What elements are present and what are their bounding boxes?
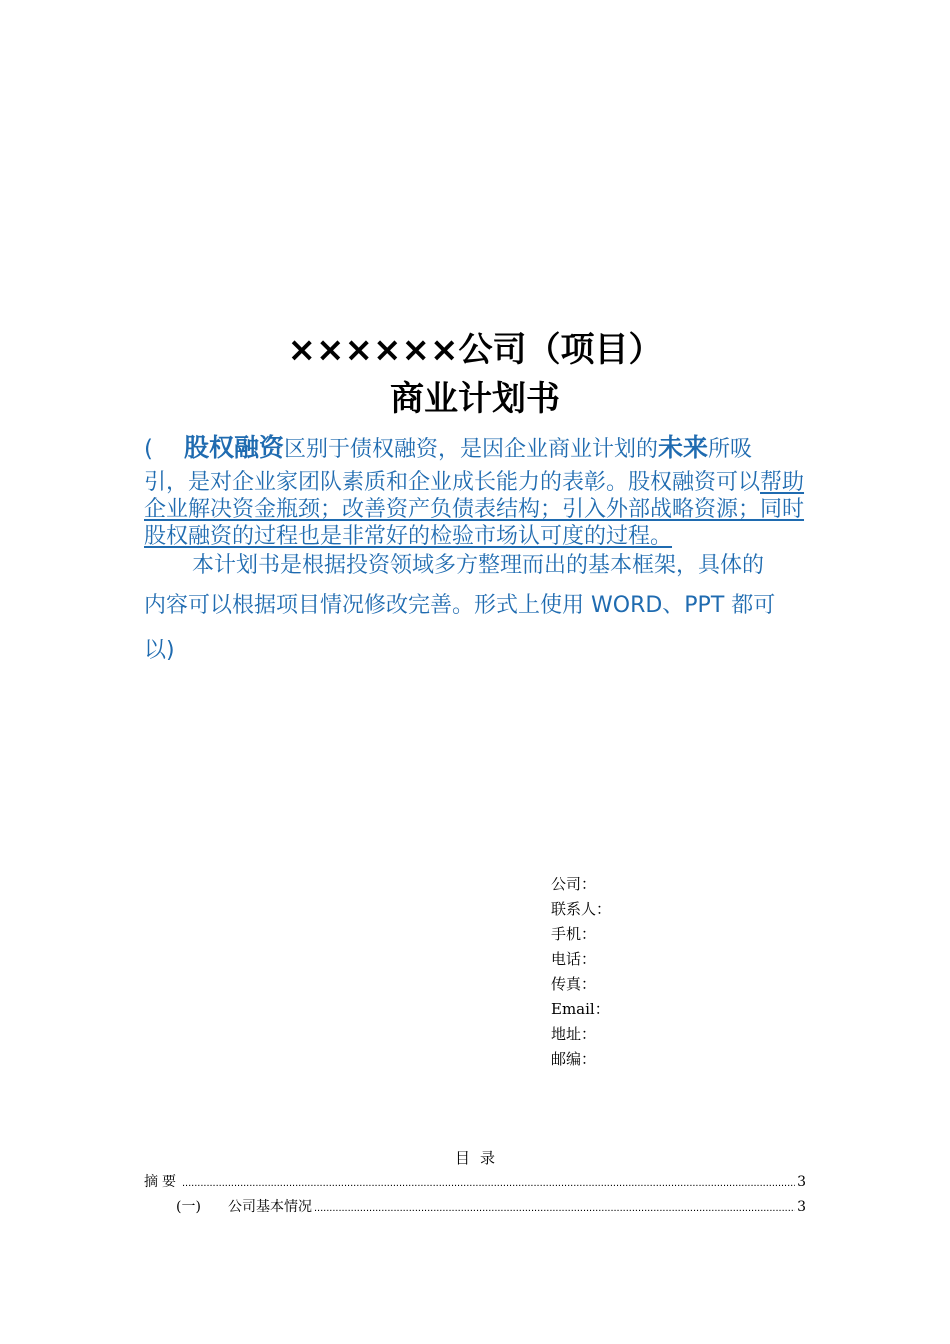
intro-highlight-future: 未来: [658, 433, 709, 462]
contact-postcode-label: 邮编：: [551, 1050, 597, 1068]
intro-text-3: 引，是对企业家团队素质和企业成长能力的表彰。股权融资可以: [144, 470, 761, 495]
intro-note-line-1: 本计划书是根据投资领域多方整理而出的基本框架，具体的: [192, 553, 765, 578]
document-title-line2: 商业计划书: [390, 379, 560, 419]
toc-dot-leader: [314, 1198, 795, 1218]
contact-email-label: Email：: [551, 1000, 610, 1018]
toc-entry[interactable]: [144, 1172, 806, 1193]
intro-highlight-equity-financing: 股权融资: [184, 433, 285, 462]
contact-company-label: 公司：: [551, 875, 597, 893]
intro-text-2: 所吸: [708, 437, 753, 462]
toc-entry[interactable]: [176, 1197, 806, 1218]
intro-line-1: [144, 428, 808, 470]
toc-entry-page: 3: [797, 1199, 806, 1215]
contact-mobile-label: 手机：: [551, 925, 597, 943]
intro-text-underlined: 帮助企业解决资金瓶颈；改善资产负债表结构；引入外部战略资源；同时股权融资的过程也是非常好的检验市场认可度的过程。: [144, 470, 805, 549]
toc-entry-label: 摘要: [144, 1174, 180, 1190]
toc-entry-page: 3: [797, 1174, 806, 1190]
intro-text-1: 区别于债权融资，是因企业商业计划的: [284, 437, 659, 462]
contact-address-label: 地址：: [551, 1025, 597, 1043]
toc-dot-leader: [182, 1173, 795, 1193]
intro-body: [144, 469, 808, 550]
intro-note: [144, 428, 808, 671]
intro-note-line-2: 内容可以根据项目情况修改完善。形式上使用 WORD、PPT 都可: [144, 593, 776, 618]
document-title-line1: ××××××公司（项目）: [287, 330, 663, 370]
toc-entry-number: (一): [176, 1199, 201, 1215]
contact-block: [551, 872, 611, 1072]
intro-open-paren: (: [144, 436, 153, 462]
intro-note-line-3: 以): [144, 638, 175, 663]
toc-title: 目录: [454, 1149, 505, 1167]
contact-phone-label: 电话：: [551, 950, 597, 968]
contact-person-label: 联系人：: [551, 900, 612, 918]
contact-fax-label: 传真：: [551, 975, 597, 993]
toc-entry-label: 公司基本情况: [228, 1199, 312, 1215]
